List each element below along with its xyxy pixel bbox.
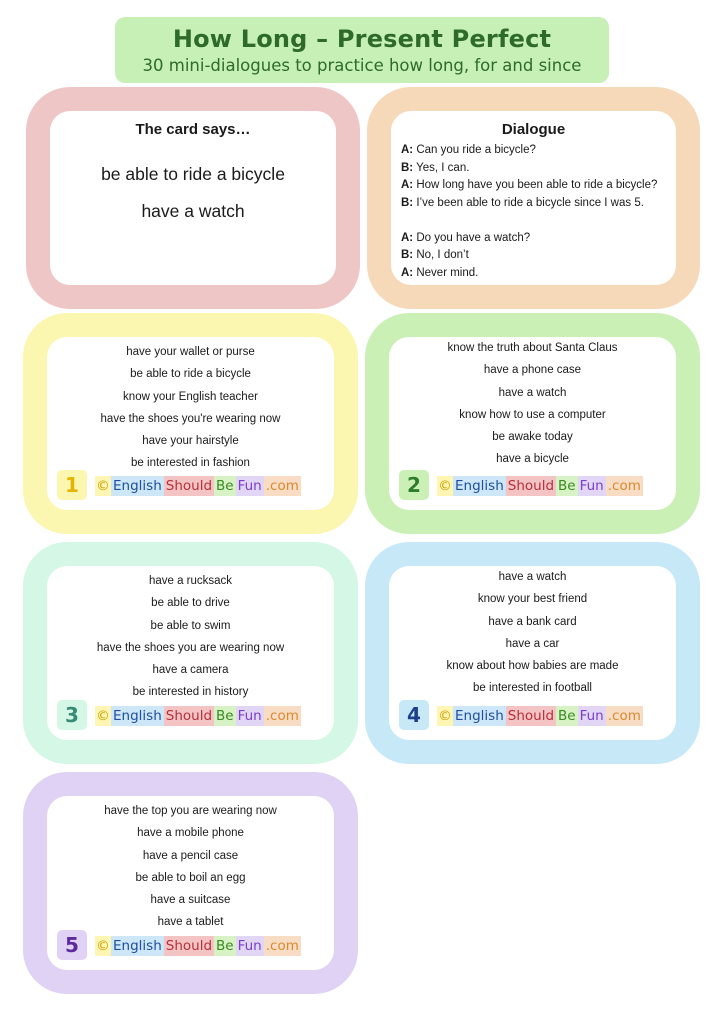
- logo-english: English: [455, 478, 504, 494]
- page-title: How Long – Present Perfect: [172, 25, 552, 53]
- card-item: know your best friend: [477, 593, 588, 606]
- card-item: know the truth about Santa Claus: [447, 342, 618, 354]
- card-item: have the shoes you're wearing now: [100, 412, 281, 425]
- brand-logo: [95, 936, 301, 956]
- card-item: know how to use a computer: [459, 408, 606, 421]
- card-item: be able to swim: [150, 619, 231, 632]
- logo-dotcom: .com: [607, 708, 641, 724]
- card-item: be able to drive: [151, 597, 230, 610]
- dialogue-title: Dialogue: [501, 121, 566, 138]
- card-items: [47, 796, 334, 934]
- card-item: have a rucksack: [148, 575, 233, 587]
- card-says-inner: [50, 111, 336, 285]
- card-inner: [389, 337, 676, 510]
- card-3: [23, 542, 358, 764]
- logo-english: English: [113, 478, 162, 494]
- copyright-icon: ©: [96, 938, 110, 954]
- card-item: have a bicycle: [496, 453, 569, 466]
- card-item: be interested in history: [132, 686, 249, 699]
- card-inner: [47, 796, 334, 970]
- logo-fun: Fun: [579, 478, 604, 494]
- card-number: 1: [57, 470, 87, 500]
- logo-english: English: [455, 708, 504, 724]
- dialogue-text: Do you have a watch?: [416, 231, 531, 244]
- copyright-icon: ©: [96, 708, 110, 724]
- speaker-label: B:: [401, 161, 414, 174]
- dialogue-lines: [401, 142, 676, 282]
- dialogue-line: [401, 265, 676, 283]
- card-items: [389, 566, 676, 700]
- card-4: [365, 542, 700, 764]
- card-item: have a watch: [498, 386, 567, 399]
- logo-english: English: [113, 938, 162, 954]
- logo-should: Should: [165, 938, 213, 954]
- card-item: have your hairstyle: [142, 435, 239, 448]
- dialogue-line: [401, 195, 676, 213]
- logo-dotcom: .com: [265, 708, 299, 724]
- brand-logo: [95, 706, 301, 726]
- speaker-label: A:: [401, 266, 414, 279]
- card-item: be able to ride a bicycle: [130, 368, 251, 381]
- dialogue-text: Can you ride a bicycle?: [416, 144, 536, 156]
- card-item: be interested in fashion: [131, 457, 250, 470]
- card-footer: [399, 470, 659, 502]
- title-banner: [115, 17, 609, 83]
- card-footer: [57, 930, 317, 962]
- speaker-label: A:: [401, 144, 414, 156]
- dialogue-line: [401, 160, 676, 178]
- card-item: be able to boil an egg: [135, 871, 246, 884]
- copyright-icon: ©: [438, 478, 452, 494]
- card-item: have a watch: [498, 571, 567, 583]
- card-footer: [399, 700, 659, 732]
- card-item: have a bank card: [488, 615, 577, 628]
- card-item: be awake today: [492, 431, 573, 444]
- dialogue-text: Yes, I can.: [416, 161, 470, 174]
- speaker-label: B:: [401, 249, 414, 261]
- card-number: 2: [399, 470, 429, 500]
- card-number: 3: [57, 700, 87, 730]
- card-item: have the top you are wearing now: [104, 805, 277, 817]
- logo-fun: Fun: [237, 938, 262, 954]
- card-item: be interested in football: [473, 682, 592, 695]
- dialogue-line: [401, 230, 676, 248]
- speaker-label: A:: [401, 179, 414, 191]
- logo-should: Should: [507, 478, 555, 494]
- card-inner: [47, 337, 334, 510]
- page-subtitle: 30 mini-dialogues to practice how long, for and since: [142, 56, 582, 75]
- copyright-icon: ©: [438, 708, 452, 724]
- card-item: have a mobile phone: [137, 827, 244, 840]
- logo-dotcom: .com: [265, 938, 299, 954]
- brand-logo: [437, 476, 643, 496]
- card-item: have a phone case: [483, 364, 582, 377]
- dialogue-line: [401, 142, 676, 160]
- logo-english: English: [113, 708, 162, 724]
- dialogue-inner: [391, 111, 676, 285]
- card-2: [365, 313, 700, 534]
- card-item: have the shoes you are wearing now: [96, 641, 285, 654]
- card-inner: [47, 566, 334, 740]
- card-says-title: The card says…: [135, 121, 251, 138]
- card-items: [47, 337, 334, 475]
- logo-fun: Fun: [237, 478, 262, 494]
- logo-dotcom: .com: [607, 478, 641, 494]
- card-items: [389, 337, 676, 471]
- logo-fun: Fun: [579, 708, 604, 724]
- card-item: know about how babies are made: [446, 660, 619, 673]
- card-footer: [57, 470, 317, 502]
- logo-be: Be: [216, 478, 234, 494]
- card-inner: [389, 566, 676, 740]
- card-5: [23, 772, 358, 994]
- card-item: know your English teacher: [123, 390, 258, 403]
- logo-fun: Fun: [237, 708, 262, 724]
- dialogue-line: [401, 177, 676, 195]
- card-says-panel: [26, 87, 360, 309]
- speaker-label: B:: [401, 196, 414, 209]
- card-item: have a car: [505, 637, 560, 650]
- dialogue-text: No, I don’t: [416, 249, 469, 261]
- logo-be: Be: [216, 938, 234, 954]
- dialogue-gap: [401, 212, 676, 230]
- card-item: have a tablet: [157, 916, 224, 929]
- copyright-icon: ©: [96, 478, 110, 494]
- card-number: 5: [57, 930, 87, 960]
- card-number: 4: [399, 700, 429, 730]
- logo-should: Should: [165, 478, 213, 494]
- dialogue-line: [401, 247, 676, 265]
- card-item: have your wallet or purse: [126, 346, 255, 358]
- brand-logo: [95, 476, 301, 496]
- brand-logo: [437, 706, 643, 726]
- dialogue-text: I’ve been able to ride a bicycle since I was 5.: [416, 196, 644, 209]
- logo-should: Should: [507, 708, 555, 724]
- dialogue-panel: [367, 87, 700, 309]
- card-item: have a pencil case: [142, 849, 239, 862]
- dialogue-text: How long have you been able to ride a bicycle?: [416, 179, 658, 191]
- card-item: have a suitcase: [150, 894, 231, 907]
- card-items: [47, 566, 334, 704]
- speaker-label: A:: [401, 231, 414, 244]
- logo-be: Be: [558, 708, 576, 724]
- card-1: [23, 313, 358, 534]
- logo-be: Be: [216, 708, 234, 724]
- card-says-item: be able to ride a bicycle: [101, 164, 285, 184]
- logo-should: Should: [165, 708, 213, 724]
- card-item: have a camera: [152, 664, 229, 677]
- dialogue-text: Never mind.: [416, 266, 479, 279]
- logo-be: Be: [558, 478, 576, 494]
- card-footer: [57, 700, 317, 732]
- card-says-item: have a watch: [141, 201, 245, 221]
- logo-dotcom: .com: [265, 478, 299, 494]
